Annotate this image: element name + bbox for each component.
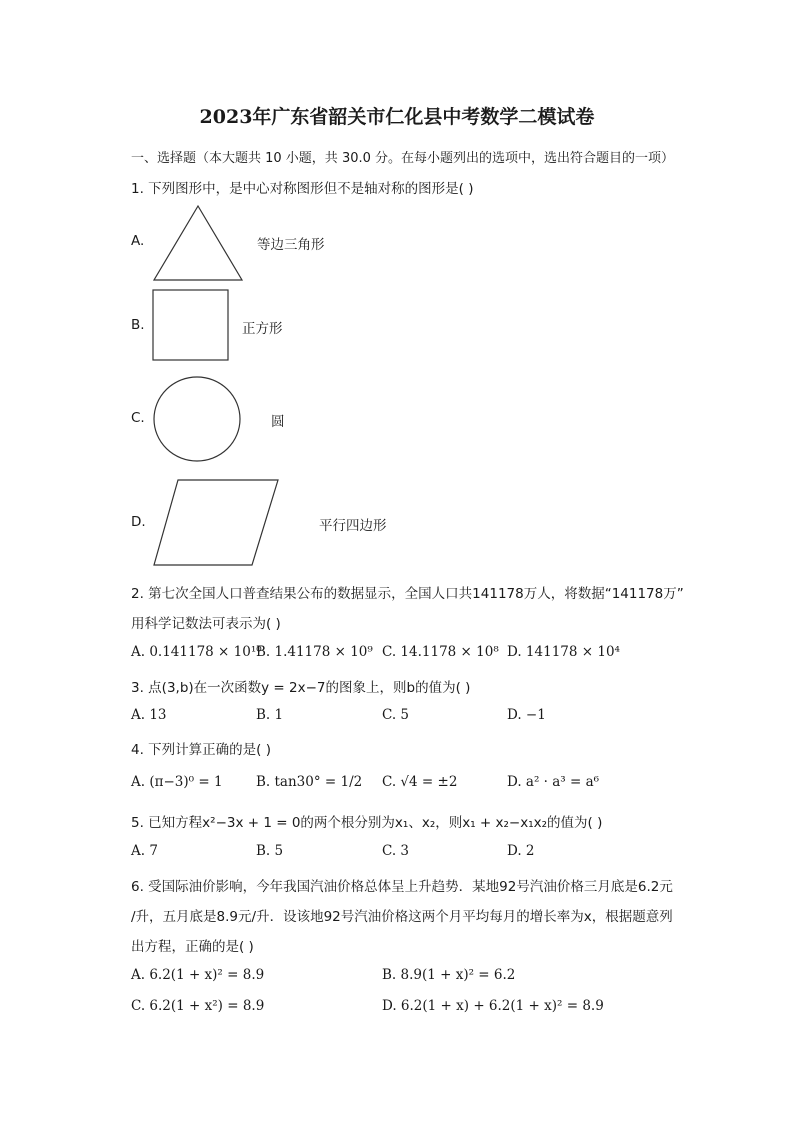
q1-option-c-letter: C.	[131, 410, 145, 426]
q6-option-a: A. 6.2(1 + x)² = 8.9	[131, 967, 265, 983]
question-4-stem: 4. 下列计算正确的是( )	[131, 742, 271, 758]
q2-option-c: C. 14.1178 × 10⁸	[382, 644, 499, 660]
page-title: 2023年广东省韶关市仁化县中考数学二模试卷	[199, 106, 595, 128]
question-2-stem-line1: 2. 第七次全国人口普查结果公布的数据显示，全国人口共141178万人，将数据“141178万”	[131, 586, 684, 602]
q1-option-c-label: 圆	[271, 414, 285, 430]
section-heading: 一、选择题（本大题共 10 小题，共 30.0 分。在每小题列出的选项中，选出符合题目的一项）	[131, 151, 675, 166]
question-6-stem-line1: 6. 受国际油价影响，今年我国汽油价格总体呈上升趋势．某地92号汽油价格三月底是6.2元	[131, 879, 673, 895]
q3-option-d: D. −1	[507, 707, 546, 723]
equilateral-triangle-figure	[152, 205, 244, 282]
q1-option-b-label: 正方形	[242, 321, 283, 337]
q6-option-d: D. 6.2(1 + x) + 6.2(1 + x)² = 8.9	[382, 998, 604, 1014]
q1-option-d-label: 平行四边形	[319, 518, 387, 534]
q1-option-b-letter: B.	[131, 317, 145, 333]
q4-option-b: B. tan30° = 1/2	[256, 774, 363, 790]
q3-option-b: B. 1	[256, 707, 284, 723]
q4-option-d: D. a² · a³ = a⁶	[507, 774, 600, 790]
q5-option-d: D. 2	[507, 843, 535, 859]
q2-option-a: A. 0.141178 × 10¹⁰	[131, 644, 262, 660]
q2-option-b: B. 1.41178 × 10⁹	[256, 644, 373, 660]
question-6-stem-line3: 出方程，正确的是( )	[131, 939, 254, 955]
q1-option-a-label: 等边三角形	[257, 237, 325, 253]
q1-option-a-letter: A.	[131, 233, 145, 249]
question-2-stem-line2: 用科学记数法可表示为( )	[131, 616, 281, 632]
question-1-stem: 1. 下列图形中，是中心对称图形但不是轴对称的图形是( )	[131, 181, 474, 197]
q6-option-b: B. 8.9(1 + x)² = 6.2	[382, 967, 516, 983]
q5-option-b: B. 5	[256, 843, 284, 859]
q5-option-a: A. 7	[131, 843, 158, 859]
q1-option-d-letter: D.	[131, 514, 146, 530]
q6-option-c: C. 6.2(1 + x²) = 8.9	[131, 998, 265, 1014]
q4-option-a: A. (π−3)⁰ = 1	[131, 774, 223, 790]
question-3-stem: 3. 点(3,b)在一次函数y = 2x−7的图象上，则b的值为( )	[131, 680, 471, 696]
q3-option-c: C. 5	[382, 707, 410, 723]
q4-option-c: C. √4 = ±2	[382, 774, 458, 790]
circle-figure	[152, 376, 242, 464]
q3-option-a: A. 13	[131, 707, 167, 723]
q5-option-c: C. 3	[382, 843, 410, 859]
square-figure	[152, 289, 230, 362]
question-5-stem: 5. 已知方程x²−3x + 1 = 0的两个根分别为x₁、x₂，则x₁ + x₂−x₁x₂的值为( )	[131, 815, 603, 831]
q2-option-d: D. 141178 × 10⁴	[507, 644, 620, 660]
question-6-stem-line2: /升，五月底是8.9元/升．设该地92号汽油价格这两个月平均每月的增长率为x，根据题意列	[131, 909, 673, 925]
parallelogram-figure	[152, 478, 282, 568]
